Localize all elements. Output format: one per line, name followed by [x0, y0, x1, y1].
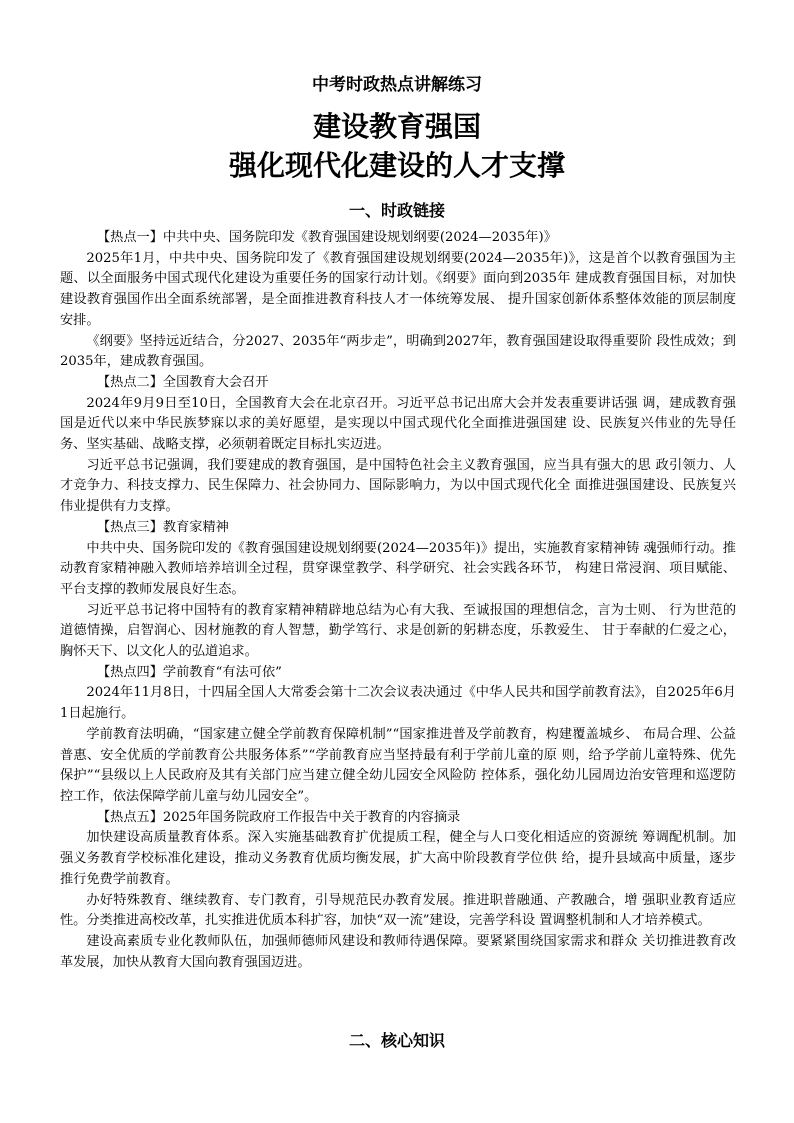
document-title-line2: 强化现代化建设的人才支撑 [228, 149, 565, 182]
paragraph: 中共中央、国务院印发的《教育强国建设规划纲要(2024—2035年)》提出，实施教育家精神铸 魂强师行动。推动教育家精神融入教师培养培训全过程，贯穿课堂教学、科学研究、社会实践各环节， 构建日常浸润、项目赋能、平台支撑的教师发展良好生态。 [60, 540, 736, 597]
hotspot-heading: 【热点一】中共中央、国务院印发《教育强国建设规划纲要(2024—2035年)》 [96, 230, 557, 245]
section-heading-core-knowledge: 二、核心知识 [348, 1031, 445, 1050]
paragraph: 《纲要》坚持远近结合，分2027、2035年“两步走”，明确到2027年，教育强国建设取得重要阶 段性成效；到2035年，建成教育强国。 [60, 333, 736, 370]
paragraph: 2025年1月，中共中央、国务院印发了《教育强国建设规划纲要(2024—2035年)》，这是首个以教育强国为主题、以全面服务中国式现代化建设为重要任务的国家行动计划。《纲要》面向到2035年 建成教育强国目标，对加快建设教育强国作出全面系统部署，是全面推进教育科技人才一体统筹发展、 提升国家创新体系整体效能的顶层制度安排。 [60, 250, 736, 328]
hotspot-heading: 【热点二】全国教育大会召开 [96, 374, 269, 390]
document-subtitle: 中考时政热点讲解练习 [312, 75, 482, 95]
hotspot-heading: 【热点四】学前教育“有法可依” [96, 664, 282, 680]
hotspot-heading: 【热点三】教育家精神 [96, 519, 229, 535]
section-heading-current-affairs: 一、时政链接 [348, 201, 445, 220]
paragraph: 加快建设高质量教育体系。深入实施基础教育扩优提质工程，健全与人口变化相适应的资源统 筹调配机制。加强义务教育学校标准化建设，推动义务教育优质均衡发展，扩大高中阶段教育学位供 给，提升县域高中质量，逐步推行免费学前教育。 [60, 830, 736, 887]
paragraph: 建设高素质专业化教师队伍，加强师德师风建设和教师待遇保障。要紧紧围绕国家需求和群众 关切推进教育改革发展，加快从教育大国向教育强国迈进。 [60, 933, 736, 970]
document-title-line1: 建设教育强国 [312, 110, 481, 143]
section-body-current-affairs [60, 228, 736, 973]
paragraph: 办好特殊教育、继续教育、专门教育，引导规范民办教育发展。推进职普融通、产教融合，增 强职业教育适应性。分类推进高校改革，扎实推进优质本科扩容，加快“双一流”建设，完善学科设 置调整机制和人才培养模式。 [60, 892, 736, 929]
hotspot-heading: 【热点五】2025年国务院政府工作报告中关于教育的内容摘录 [96, 809, 461, 825]
paragraph: 2024年11月8日，十四届全国人大常委会第十二次会议表决通过《中华人民共和国学前教育法》，自2025年6月1日起施行。 [60, 685, 736, 722]
paragraph: 习近平总书记强调，我们要建成的教育强国，是中国特色社会主义教育强国，应当具有强大的思 政引领力、人才竞争力、科技支撑力、民生保障力、社会协同力、国际影响力，为以中国式现代化全 面推进强国建设、民族复兴伟业提供有力支撑。 [60, 457, 736, 515]
paragraph: 2024年9月9日至10日，全国教育大会在北京召开。习近平总书记出席大会并发表重要讲话强 调，建成教育强国是近代以来中华民族梦寐以求的美好愿望，是实现以中国式现代化全面推进强国建 设、民族复兴伟业的先导任务、坚实基础、战略支撑，必须朝着既定目标扎实迈进。 [60, 395, 736, 453]
paragraph: 习近平总书记将中国特有的教育家精神精辟地总结为心有大我、至诚报国的理想信念，言为士则、 行为世范的道德情操，启智润心、因材施教的育人智慧，勤学笃行、求是创新的躬耕态度，乐教爱生、 甘于奉献的仁爱之心，胸怀天下、以文化人的弘道追求。 [60, 602, 736, 660]
paragraph: 学前教育法明确，“国家建立健全学前教育保障机制”“国家推进普及学前教育，构建覆盖城乡、 布局合理、公益普惠、安全优质的学前教育公共服务体系”“学前教育应当坚持最有利于学前儿童的原 则，给予学前儿童特殊、优先保护”“县级以上人民政府及其有关部门应当建立健全幼儿园安全风险防 控体系，强化幼儿园周边治安管理和巡逻防控工作，依法保障学前儿童与幼儿园安全”。 [60, 726, 736, 804]
